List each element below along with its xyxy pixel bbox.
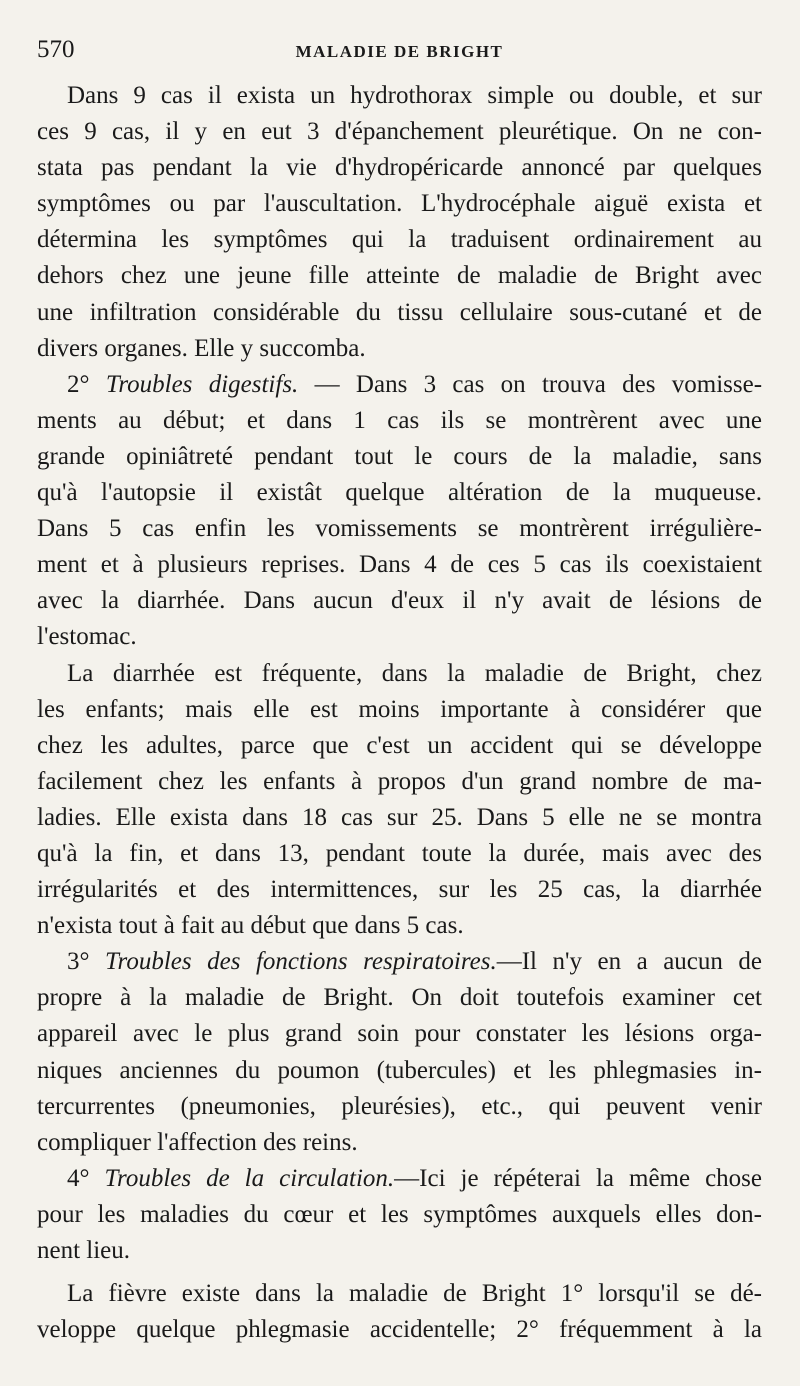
line-text: —Il n'y en a aucun de <box>496 948 763 976</box>
line-text: — Dans 3 cas on trouva des vomisse- <box>298 370 763 398</box>
text-line: ment et à plusieurs reprises. Dans 4 de ces 5 cas ils coexistaient <box>37 551 762 579</box>
text-line: dehors chez une jeune fille atteinte de maladie de Bright avec <box>37 262 762 290</box>
text-line: irrégularités et des intermittences, sur les 25 cas, la diarrhée <box>37 876 762 904</box>
paragraph <box>37 367 762 656</box>
body-text <box>37 78 762 1348</box>
text-line: ces 9 cas, il y en eut 3 d'épanchement pleurétique. On ne con- <box>37 118 762 146</box>
text-line: pour les maladies du cœur et les symptômes auxquels elles don- <box>37 1200 762 1228</box>
text-line: Dans 9 cas il exista un hydrothorax simple ou double, et sur <box>67 82 762 109</box>
text-line: détermina les symptômes qui la traduisent ordinairement au <box>37 226 762 254</box>
text-line: divers organes. Elle y succomba. <box>37 334 366 362</box>
text-line: grande opiniâtreté pendant tout le cours de la maladie, sans <box>37 442 762 470</box>
text-line: stata pas pendant la vie d'hydropéricarde annoncé par quelques <box>37 154 762 182</box>
text-line: ments au début; et dans 1 cas ils se montrèrent avec une <box>37 406 762 434</box>
text-line: qu'à l'autopsie il existât quelque altération de la muqueuse. <box>37 479 762 507</box>
text-line: l'estomac. <box>37 623 137 651</box>
paragraph <box>37 656 762 945</box>
section-heading: Troubles des fonctions respiratoires. <box>105 948 497 976</box>
text-line <box>37 367 762 403</box>
text-line: La diarrhée est fréquente, dans la maladie de Bright, chez <box>67 659 762 687</box>
paragraph <box>37 1161 762 1269</box>
text-line: chez les adultes, parce que c'est un accident qui se développe <box>37 731 762 759</box>
text-line: compliquer l'affection des reins. <box>37 1128 358 1156</box>
section-number: 3° <box>67 948 106 976</box>
text-line: niques anciennes du poumon (tubercules) et les phlegmasies in- <box>37 1056 762 1084</box>
paragraph <box>37 944 762 1161</box>
text-line: les enfants; mais elle est moins importante à considérer que <box>37 695 762 723</box>
page-number: 570 <box>37 36 75 63</box>
text-line: n'exista tout à fait au début que dans 5 cas. <box>37 912 464 940</box>
text-line: La fièvre existe dans la maladie de Bright 1° lorsqu'il se dé- <box>67 1280 762 1308</box>
line-text: —Ici je répéterai la même chose <box>394 1164 763 1192</box>
section-heading: Troubles digestifs. <box>105 370 299 398</box>
paragraph <box>37 78 762 367</box>
text-line: ladies. Elle exista dans 18 cas sur 25. Dans 5 elle ne se montra <box>37 803 762 831</box>
text-line: Dans 5 cas enfin les vomissements se montrèrent irrégulière- <box>37 515 762 543</box>
section-heading: Troubles de la circulation. <box>104 1164 395 1192</box>
text-line: veloppe quelque phlegmasie accidentelle; 2° fréquemment à la <box>37 1316 762 1344</box>
text-line: propre à la maladie de Bright. On doit toutefois examiner cet <box>37 984 762 1012</box>
text-line: facilement chez les enfants à propos d'un grand nombre de ma- <box>37 767 762 795</box>
page-header <box>37 36 762 66</box>
text-line: une infiltration considérable du tissu cellulaire sous-cutané et de <box>37 298 762 326</box>
text-line: symptômes ou par l'auscultation. L'hydrocéphale aiguë exista et <box>37 190 762 218</box>
paragraph-gap <box>37 1269 762 1276</box>
text-line: nent lieu. <box>37 1237 131 1264</box>
text-line <box>37 1161 762 1197</box>
text-line: qu'à la fin, et dans 13, pendant toute la durée, mais avec des <box>37 839 762 867</box>
text-line <box>37 944 762 980</box>
text-line: appareil avec le plus grand soin pour constater les lésions orga- <box>37 1020 762 1048</box>
text-line: avec la diarrhée. Dans aucun d'eux il n'y avait de lésions de <box>37 587 762 615</box>
text-line: tercurrentes (pneumonies, pleurésies), etc., qui peuvent venir <box>37 1092 762 1120</box>
section-number: 2° <box>67 370 106 398</box>
section-number: 4° <box>67 1164 105 1192</box>
running-head: MALADIE DE BRIGHT <box>295 42 504 61</box>
paragraph <box>37 1276 762 1348</box>
